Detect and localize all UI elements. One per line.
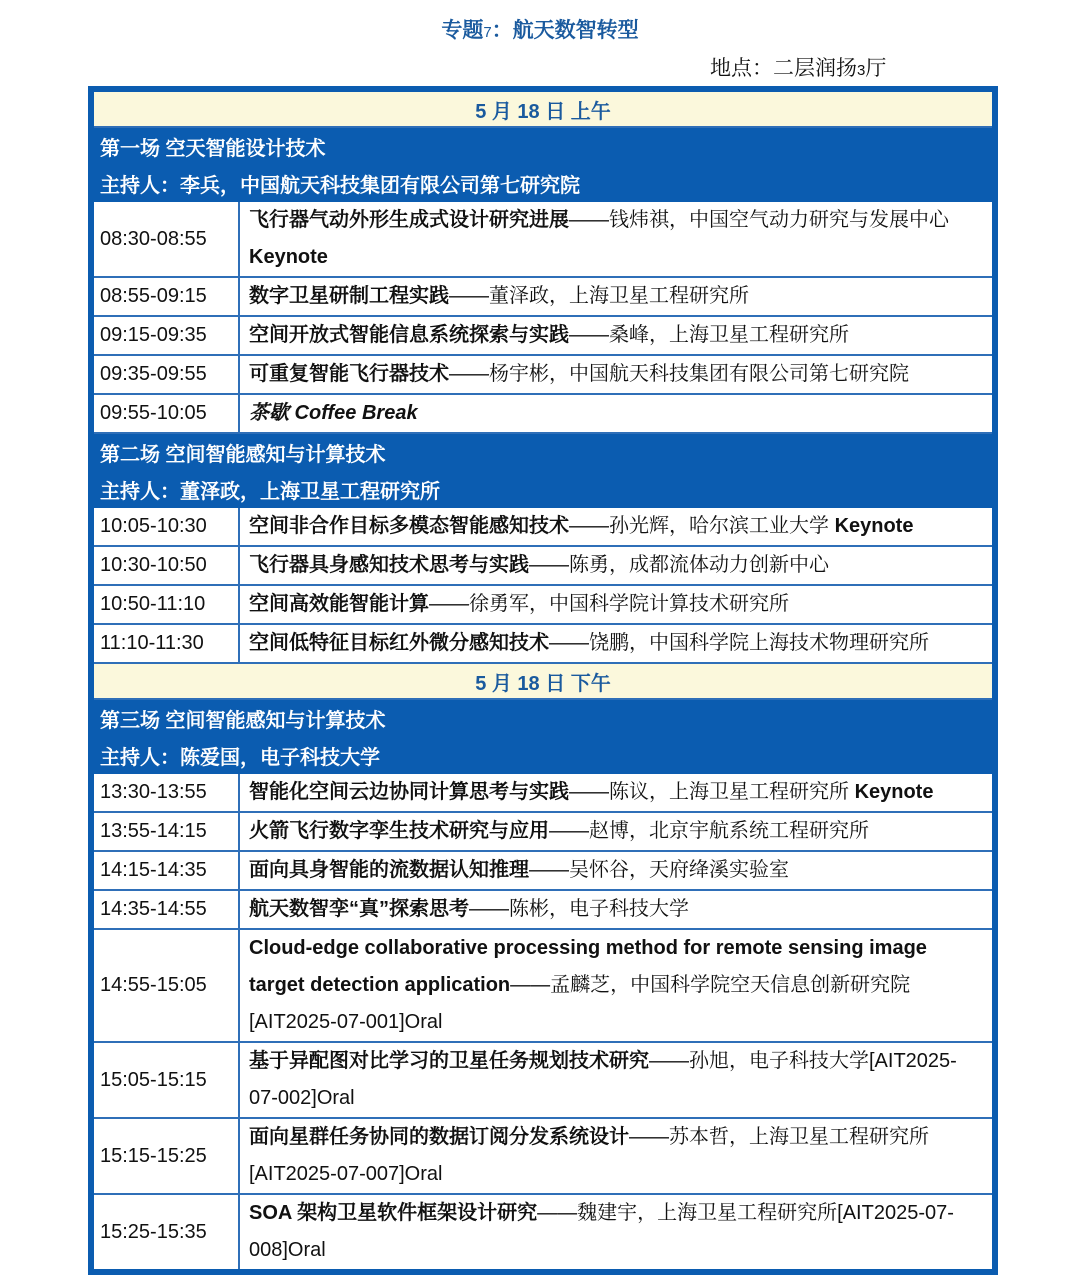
speaker: ——苏本哲，上海卫星工程研究所[AIT2025-07-007]Oral xyxy=(249,1126,929,1185)
keynote-tag: Keynote xyxy=(834,515,914,537)
talk-title: 面向星群任务协同的数据订阅分发系统设计 xyxy=(249,1126,629,1148)
table-row xyxy=(94,930,992,1043)
table-row xyxy=(94,774,992,813)
speaker: ——吴怀谷，天府绛溪实验室 xyxy=(529,859,789,881)
table-row xyxy=(94,395,992,434)
location xyxy=(710,52,886,82)
time-cell: 10:50-11:10 xyxy=(94,586,240,623)
talk-cell xyxy=(240,508,992,545)
talk-title: 面向具身智能的流数据认知推理 xyxy=(249,859,529,881)
title-number: 7 xyxy=(483,24,492,41)
time-cell: 08:55-09:15 xyxy=(94,278,240,315)
talk-title: 飞行器具身感知技术思考与实践 xyxy=(249,554,529,576)
keynote-tag: Keynote xyxy=(249,246,328,268)
talk-cell xyxy=(240,1043,992,1117)
time-cell: 15:05-15:15 xyxy=(94,1043,240,1117)
schedule-table xyxy=(88,86,998,1275)
talk-title: 空间开放式智能信息系统探索与实践 xyxy=(249,324,569,346)
session-header: 第一场 空天智能设计技术 xyxy=(94,128,992,165)
time-cell: 14:35-14:55 xyxy=(94,891,240,928)
talk-cell xyxy=(240,395,992,432)
coffee-break: 茶歇 Coffee Break xyxy=(249,402,418,424)
time-cell: 10:05-10:30 xyxy=(94,508,240,545)
talk-title: 基于异配图对比学习的卫星任务规划技术研究 xyxy=(249,1050,649,1072)
speaker: ——陈彬，电子科技大学 xyxy=(469,898,689,920)
talk-title: 航天数智孪“真”探索思考 xyxy=(249,898,469,920)
speaker: ——魏建宇，上海卫星工程研究所[AIT2025-07-008]Oral xyxy=(249,1202,954,1261)
talk-cell xyxy=(240,1119,992,1193)
table-row xyxy=(94,1195,992,1269)
time-cell: 11:10-11:30 xyxy=(94,625,240,662)
talk-cell xyxy=(240,547,992,584)
date-header: 5 月 18 日 下午 xyxy=(94,664,992,700)
time-cell: 09:55-10:05 xyxy=(94,395,240,432)
talk-title: 数字卫星研制工程实践 xyxy=(249,285,449,307)
talk-cell xyxy=(240,625,992,662)
time-cell: 14:15-14:35 xyxy=(94,852,240,889)
speaker: ——饶鹏，中国科学院上海技术物理研究所 xyxy=(549,632,929,654)
talk-title: 智能化空间云边协同计算思考与实践 xyxy=(249,781,569,803)
speaker: ——钱炜祺，中国空气动力研究与发展中心 xyxy=(569,209,949,231)
talk-title: 可重复智能飞行器技术 xyxy=(249,363,449,385)
session-header: 主持人：陈爱国，电子科技大学 xyxy=(94,737,992,774)
table-row xyxy=(94,625,992,664)
talk-cell xyxy=(240,852,992,889)
table-row xyxy=(94,586,992,625)
talk-cell xyxy=(240,930,992,1041)
session-header: 第三场 空间智能感知与计算技术 xyxy=(94,700,992,737)
time-cell: 13:30-13:55 xyxy=(94,774,240,811)
title-text: 专题 xyxy=(441,19,484,42)
page-title xyxy=(0,14,1080,44)
talk-title: 飞行器气动外形生成式设计研究进展 xyxy=(249,209,569,231)
speaker: ——孙旭，电子科技大学[AIT2025-07-002]Oral xyxy=(249,1050,957,1109)
table-row xyxy=(94,1119,992,1195)
table-row xyxy=(94,547,992,586)
table-row xyxy=(94,813,992,852)
talk-cell xyxy=(240,891,992,928)
talk-title: SOA 架构卫星软件框架设计研究 xyxy=(249,1202,538,1224)
talk-cell xyxy=(240,1195,992,1269)
talk-cell xyxy=(240,356,992,393)
speaker: ——陈勇，成都流体动力创新中心 xyxy=(529,554,829,576)
talk-title: 空间低特征目标红外微分感知技术 xyxy=(249,632,549,654)
talk-cell xyxy=(240,774,992,811)
time-cell: 15:25-15:35 xyxy=(94,1195,240,1269)
talk-cell xyxy=(240,202,992,276)
table-row xyxy=(94,508,992,547)
table-row xyxy=(94,891,992,930)
table-row xyxy=(94,852,992,891)
speaker: ——赵博，北京宇航系统工程研究所 xyxy=(549,820,869,842)
table-row xyxy=(94,1043,992,1119)
date-header: 5 月 18 日 上午 xyxy=(94,92,992,128)
talk-title: Cloud-edge collaborative processing method for remote sensing image target detection application xyxy=(249,937,927,996)
time-cell: 13:55-14:15 xyxy=(94,813,240,850)
talk-cell xyxy=(240,278,992,315)
speaker: ——陈议，上海卫星工程研究所 xyxy=(569,781,855,803)
location-text: 地点：二层润扬 xyxy=(710,57,857,80)
talk-title: 火箭飞行数字孪生技术研究与应用 xyxy=(249,820,549,842)
speaker: ——徐勇军，中国科学院计算技术研究所 xyxy=(429,593,789,615)
table-row xyxy=(94,317,992,356)
speaker: ——孟麟芝，中国科学院空天信息创新研究院[AIT2025-07-001]Oral xyxy=(249,974,911,1033)
table-row xyxy=(94,202,992,278)
session-header: 主持人：董泽政，上海卫星工程研究所 xyxy=(94,471,992,508)
location-text: 厅 xyxy=(865,57,887,80)
talk-cell xyxy=(240,586,992,623)
talk-title: 空间高效能智能计算 xyxy=(249,593,429,615)
speaker: ——孙光辉，哈尔滨工业大学 xyxy=(569,515,835,537)
talk-title: 空间非合作目标多模态智能感知技术 xyxy=(249,515,569,537)
title-text: ：航天数智转型 xyxy=(491,19,639,42)
speaker: ——桑峰，上海卫星工程研究所 xyxy=(569,324,849,346)
table-row xyxy=(94,356,992,395)
time-cell: 14:55-15:05 xyxy=(94,930,240,1041)
time-cell: 10:30-10:50 xyxy=(94,547,240,584)
time-cell: 09:35-09:55 xyxy=(94,356,240,393)
speaker: ——杨宇彬，中国航天科技集团有限公司第七研究院 xyxy=(449,363,909,385)
time-cell: 09:15-09:35 xyxy=(94,317,240,354)
talk-cell xyxy=(240,317,992,354)
session-header: 第二场 空间智能感知与计算技术 xyxy=(94,434,992,471)
speaker: ——董泽政，上海卫星工程研究所 xyxy=(449,285,749,307)
keynote-tag: Keynote xyxy=(854,781,934,803)
talk-cell xyxy=(240,813,992,850)
location-number: 3 xyxy=(857,62,866,79)
session-header: 主持人：李兵，中国航天科技集团有限公司第七研究院 xyxy=(94,165,992,202)
time-cell: 15:15-15:25 xyxy=(94,1119,240,1193)
table-row xyxy=(94,278,992,317)
time-cell: 08:30-08:55 xyxy=(94,202,240,276)
